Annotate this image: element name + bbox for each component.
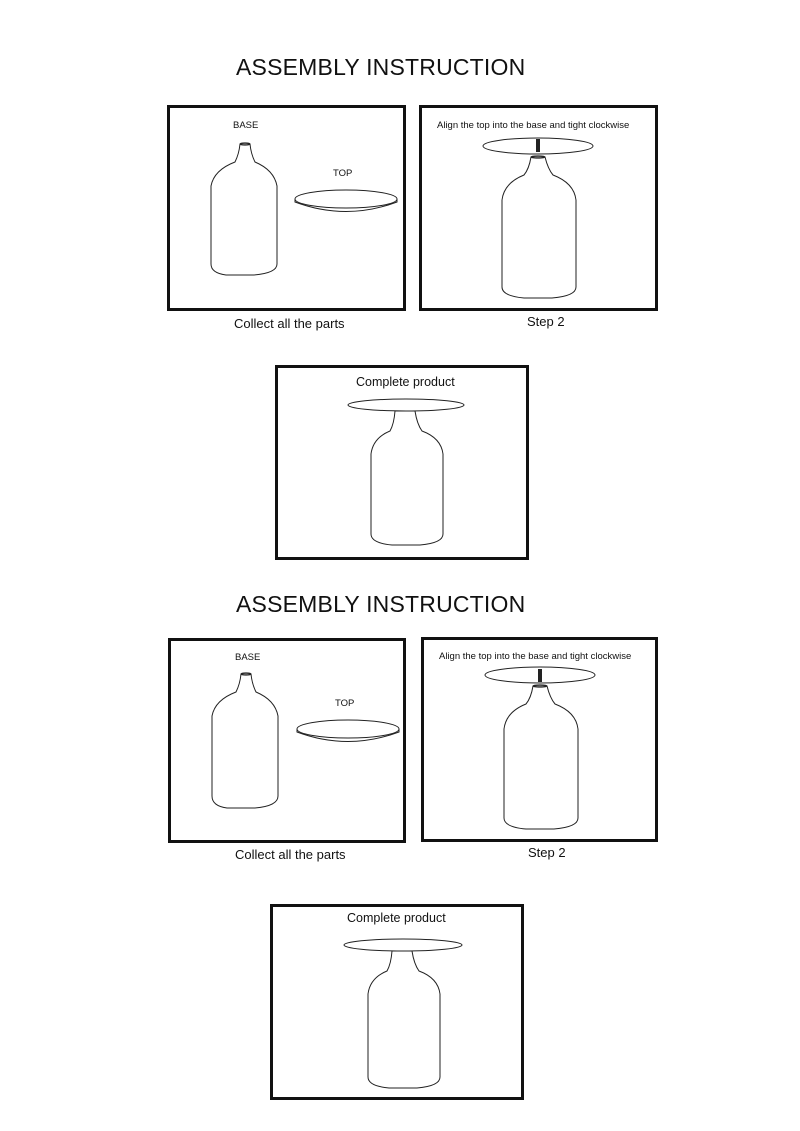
caption-collect-parts: Collect all the parts	[234, 316, 345, 331]
base-vase-drawing	[212, 674, 278, 808]
step2-instruction: Align the top into the base and tight clockwise	[437, 120, 630, 131]
screw-bolt-icon	[536, 139, 540, 152]
top-label: TOP	[335, 698, 355, 709]
step2-illustration	[422, 108, 655, 308]
base-vase-drawing	[504, 686, 578, 829]
panel-complete-product	[275, 365, 529, 560]
panel-collect-parts	[167, 105, 406, 311]
panel-collect-parts	[168, 638, 406, 843]
caption-collect-parts: Collect all the parts	[235, 847, 346, 862]
tabletop-disc-drawing	[344, 939, 462, 951]
complete-product-title: Complete product	[356, 375, 455, 389]
base-vase-drawing	[371, 411, 443, 545]
panel-complete-product	[270, 904, 524, 1100]
base-label: BASE	[235, 652, 261, 663]
step2-instruction: Align the top into the base and tight clockwise	[439, 651, 632, 662]
parts-illustration	[171, 641, 403, 840]
top-label: TOP	[333, 168, 353, 179]
caption-step-2: Step 2	[528, 845, 566, 860]
panel-step-2	[421, 637, 658, 842]
complete-product-illustration	[273, 907, 521, 1097]
tabletop-disc-drawing	[295, 190, 397, 208]
page-title: ASSEMBLY INSTRUCTION	[236, 591, 526, 617]
step2-illustration	[424, 640, 655, 839]
base-vase-drawing	[368, 951, 440, 1088]
complete-product-illustration	[278, 368, 526, 557]
panel-step-2	[419, 105, 658, 311]
complete-product-title: Complete product	[347, 911, 446, 925]
base-vase-drawing	[502, 157, 576, 298]
base-label: BASE	[233, 120, 259, 131]
page-title: ASSEMBLY INSTRUCTION	[236, 54, 526, 80]
caption-step-2: Step 2	[527, 314, 565, 329]
base-vase-drawing	[211, 144, 277, 275]
parts-illustration	[170, 108, 403, 308]
tabletop-disc-drawing	[348, 399, 464, 411]
screw-bolt-icon	[538, 669, 542, 682]
tabletop-disc-drawing	[297, 720, 399, 738]
